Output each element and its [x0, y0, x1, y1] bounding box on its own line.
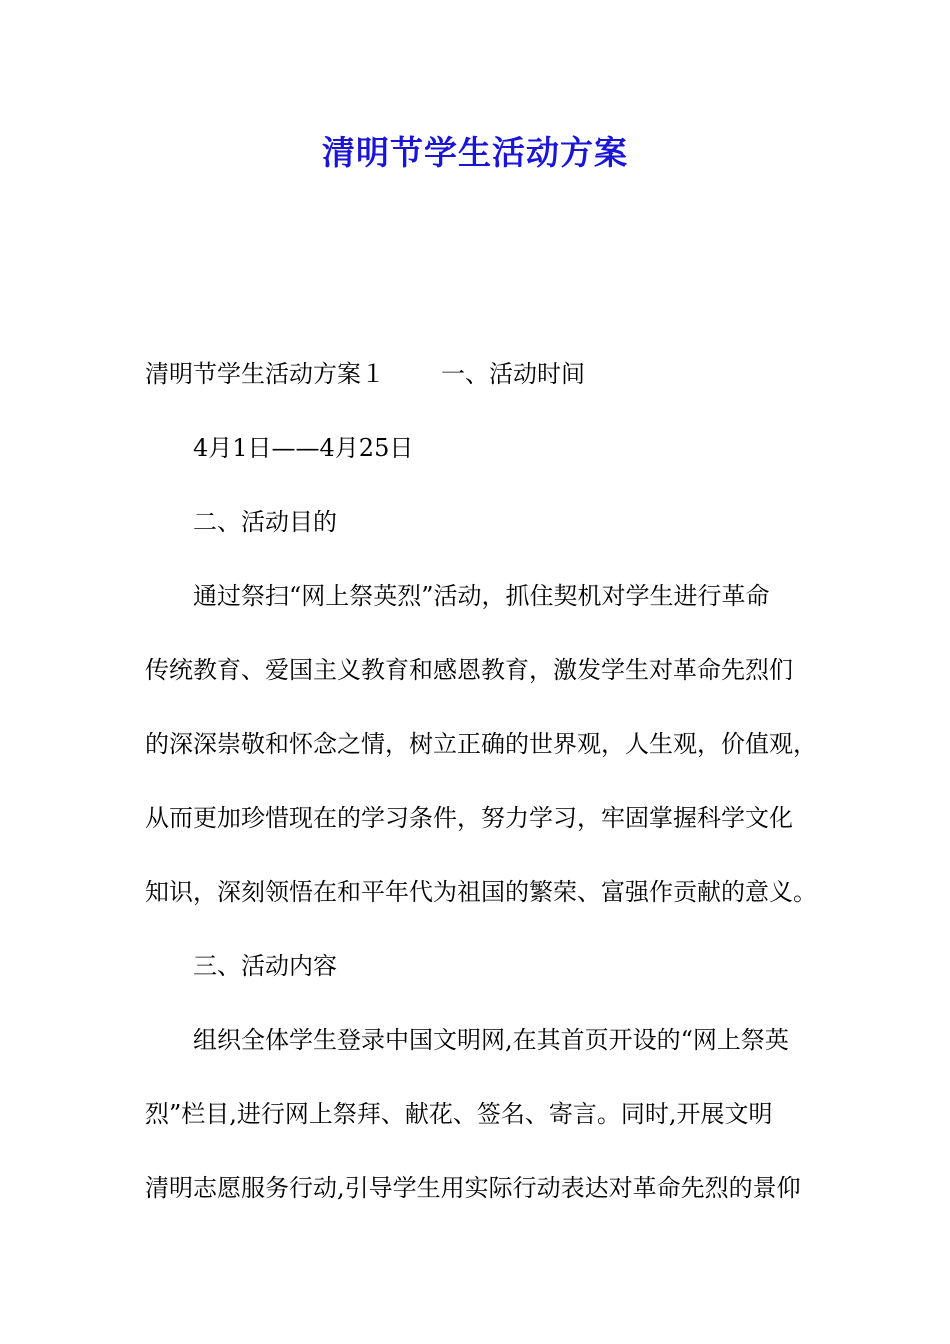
- document-title: 清明节学生活动方案: [322, 133, 628, 172]
- section-heading-time: 一、活动时间: [441, 360, 585, 388]
- paragraph-line: 从而更加珍惜现在的学习条件，努力学习，牢固掌握科学文化: [145, 804, 793, 832]
- paragraph-line: 清明志愿服务行动,引导学生用实际行动表达对革命先烈的景仰: [145, 1174, 801, 1202]
- section-heading-purpose: 二、活动目的: [193, 508, 337, 536]
- paragraph-line: 组织全体学生登录中国文明网,在其首页开设的“网上祭英: [193, 1026, 789, 1054]
- paragraph-line: 通过祭扫“网上祭英烈”活动，抓住契机对学生进行革命: [193, 582, 770, 610]
- paragraph-line-heading: [145, 337, 835, 411]
- paragraph-line: 烈”栏目,进行网上祭拜、献花、签名、寄言。同时,开展文明: [145, 1100, 773, 1128]
- activity-dates: 4月1日——4月25日: [193, 434, 414, 462]
- paragraph-line: 知识，深刻领悟在和平年代为祖国的繁荣、富强作贡献的意义。: [145, 878, 817, 906]
- document-body: [145, 337, 835, 1225]
- paragraph-line: 传统教育、爱国主义教育和感恩教育，激发学生对革命先烈们: [145, 656, 793, 684]
- paragraph-line: 的深深崇敬和怀念之情，树立正确的世界观，人生观，价值观，: [145, 730, 817, 758]
- plan-subtitle: 清明节学生活动方案１: [145, 360, 385, 388]
- section-heading-content: 三、活动内容: [193, 952, 337, 980]
